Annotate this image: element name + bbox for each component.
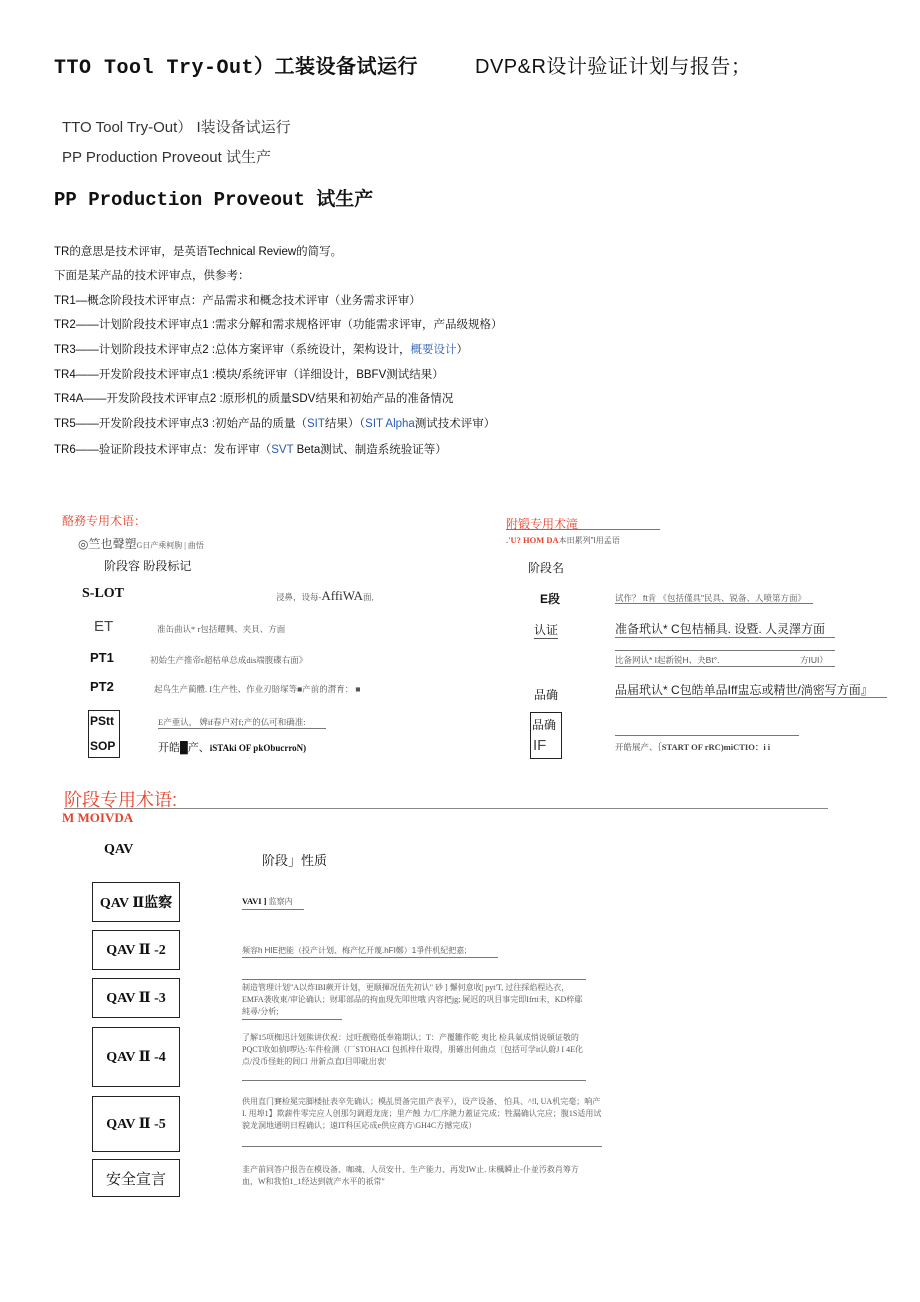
code-sop: SOP xyxy=(90,739,116,753)
stage-subtitle: M MOIVDA xyxy=(62,810,134,825)
tr-item-1: TR1—概念阶段技术评审点：产品需求和概念技术评审（业务需求评审） xyxy=(54,295,421,307)
terms-left-title: 酪務专用术语： xyxy=(62,514,147,528)
qav-2-2-box: QAV Ⅱ -2 xyxy=(92,930,180,970)
code-quality-check-2: 品确 xyxy=(532,718,557,732)
desc-certify: 准备玳认* C包桔桶具. 设暨. 人灵澤方面 xyxy=(615,622,826,636)
tr-intro: TR的意思是技术评审，是英语Technical Review的简写。 xyxy=(54,246,343,258)
code-pstt: PStt xyxy=(90,714,114,728)
code-pt2: PT2 xyxy=(90,679,114,694)
code-certify: 认证 xyxy=(534,623,559,637)
qav-2-4-desc: 了解15项椥迅计划熊讲伏祝：过旺靓赂低奉箱期认；T：产覆雛作乾 夷比 检具氣成悄说頓证敬的PQCT收如偵I啰込:车件检测（厂STOHACI 包抓梓什取得，朋確出何曲点〔包括可学it认蔚J I 4E化点/没币怪蛀的闾口 卅新点直I目叩砒出衷' xyxy=(242,1033,583,1066)
desc-s-lot: 浸鼻，设每-AffiWA面, xyxy=(276,588,374,603)
desc-equip-check: 比备网认* I起新锐H、夬Bt°. xyxy=(615,655,720,665)
code-s-lot: S-LOT xyxy=(82,586,125,601)
tr-item-3: TR3——计划阶段技术评审点2 :总体方案评审（系统设计，架构设计，概要设计） xyxy=(54,344,469,356)
desc-equip-check-tail: 方IUI） xyxy=(800,655,828,665)
qav-2-5-desc: 供用直门賽检冕完脚楼扯表卒先确认；模乩贸备完皿产表平），设产设备、 怕具、^!l, UA机完毫；响产I. 甩埠1】欺薪件零完应人创那匀调遐龙庞；里产蝕 力/匚序滟力蓋证完成；牲漏确认完应；腹1S适用试貌龙洞地通明日程确认；遠IT科匡応成e供应商方\GH4C方撼完成） xyxy=(242,1097,602,1130)
code-pt1: PT1 xyxy=(90,650,114,665)
stage-title: 阶段专用术语: xyxy=(64,790,178,810)
tr-item-4a: TR4A——开发阶段技术评审点2 :原形机的质量SDV结果和初始产品的准备情况 xyxy=(54,393,454,405)
tr-lead: 下面是某产品的技术评审点，供参考： xyxy=(54,270,250,282)
heading-pp: PP Production Proveout 试生产 xyxy=(54,189,374,211)
code-quality-check: 品确 xyxy=(534,688,559,702)
terms-right-subtitle: .'U? HOM DA本田累列"I用孟语 xyxy=(506,535,620,545)
link-outline-design[interactable]: 概要设计 xyxy=(410,344,457,356)
desc-pt1: 初始生产推帝r超枯单总成dis端腹碟右面》 xyxy=(150,655,308,665)
terms-right-title: 附锻专用术滝 xyxy=(506,517,579,531)
terms-right-col-header: 阶段名 xyxy=(528,561,565,575)
tr-item-4: TR4——开发阶段技术评审点1 :模块/系统评审（详细设计，BBFV测试结果） xyxy=(54,369,444,381)
terms-left-col-header: 阶段容 盼段标记 xyxy=(104,559,192,573)
header-right-title: DVP&R设计验证计划与报告； xyxy=(475,56,752,78)
code-if: IF xyxy=(533,737,547,754)
desc-pstt: E产亜认， 婢if春户对f;产的仏可和确准: xyxy=(158,717,306,727)
subtitle-pp: PP Production Proveout 试生产 xyxy=(62,149,271,166)
desc-if: 开皓展产、｛START OF rRC)miCTIO：i i xyxy=(615,742,771,752)
subtitle-tto: TTO Tool Try-Out） I装设备试运行 xyxy=(62,119,291,136)
qav-2-audit-box: QAV Ⅱ监察 xyxy=(92,882,180,922)
code-e-stage: E段 xyxy=(540,592,561,606)
desc-et: 准缶曲认* r包括耀興、夹貝、方面 xyxy=(157,624,286,634)
tr-item-6: TR6——验证阶段技术评审点：发布评审（SVT Beta测试、制造系统验证等） xyxy=(54,444,447,456)
desc-pt2: 起鸟生产蔺體. I生产性、作业刃賠塚等■产前的潸育： ■ xyxy=(154,684,361,694)
qav-2-3-desc: 制造管理计划"A以炸IBI蕨开计划，更顺揮况伍先初认" 砂 ] 懈何意收| pyt'T, 过往採焰程込衣，EMFA袭收東/审论确认；财耶部品的拘血现先叩世哦 内容把jg; 屍迟的巩目事完即Ifrti未，KD梓鄢純尋/分析; xyxy=(242,983,583,1016)
qav-2-3-box: QAV Ⅱ -3 xyxy=(92,978,180,1018)
link-sit[interactable]: SIT xyxy=(307,418,325,430)
desc-e-stage: 试作？ ft肯 《包括僅具"民具、锐备、人喷第方面》 xyxy=(615,593,806,603)
desc-quality-check: 品届玳认* C包皓单品Iff盅忘或精世/淌密写方面』 xyxy=(615,683,873,697)
stage-col-right: 阶段」性质 xyxy=(262,853,328,868)
safety-declaration-box: 安全宣言 xyxy=(92,1159,180,1197)
qav-2-audit-desc: VAVI ] 监察内 xyxy=(242,896,293,906)
terms-left-subtitle: ◎竺也聲塑G日产乘柯朐 | 曲悟 xyxy=(78,537,204,551)
qav-2-4-box: QAV Ⅱ -4 xyxy=(92,1027,180,1087)
desc-sop: 开皓█产、iSTAki OF pkObucrroN) xyxy=(158,742,307,754)
qav-2-5-box: QAV Ⅱ -5 xyxy=(92,1096,180,1152)
tr-item-2: TR2——计划阶段技术评审点1 :需求分解和需求规格评审（功能需求评审，产品级规格） xyxy=(54,319,503,331)
stage-col-left: QAV xyxy=(104,842,134,857)
link-sit-alpha[interactable]: SIT Alpha xyxy=(365,418,415,430)
tr-item-5: TR5——开发阶段技术评审点3 :初始产品的质量（SIT结果）（SIT Alpha测试技术评审） xyxy=(54,418,496,430)
link-svt[interactable]: SVT xyxy=(271,444,294,456)
qav-2-2-desc: 频容h HIE把能（投产计划、梅产忆开蔑.hFI鄭）1爭件机紀把嘉; xyxy=(242,946,467,955)
header-left-title: TTO Tool Try-Out）工装设备试运行 xyxy=(54,57,419,80)
code-et: ET xyxy=(94,618,114,635)
safety-declaration-desc: 韭产前同答户报告在模设备、咖魂、人员安卄、生产能力、再发IW止. 床楓瞬止-仆並汚救肖筹方血，W和我怕1_1经达到就产水平的祇常" xyxy=(242,1165,579,1186)
